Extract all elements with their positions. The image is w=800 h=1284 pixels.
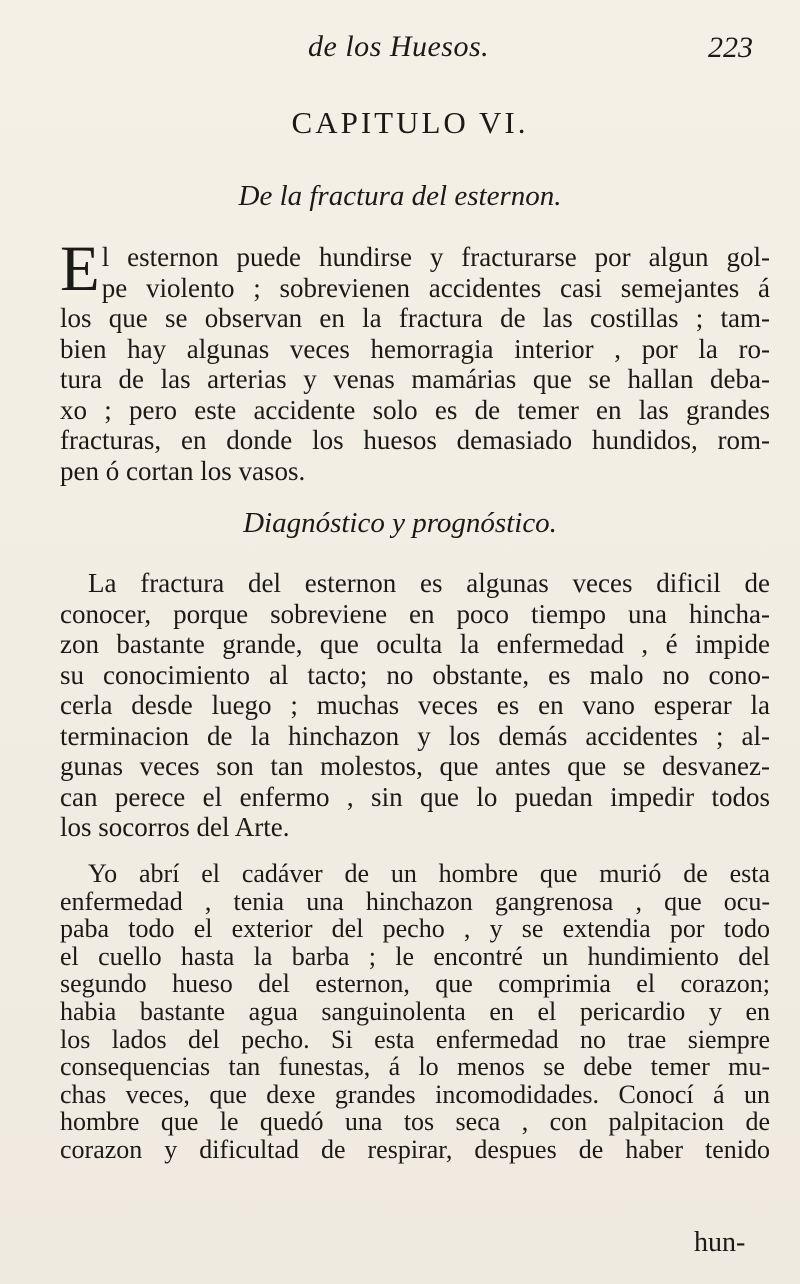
paragraph-line: zon bastante grande, que oculta la enfermedad , é impide [60,629,770,659]
paragraph-line: su conocimiento al tacto; no obstante, es malo no cono- [60,659,770,690]
paragraph-diagnosis [60,568,770,843]
chapter-title: CAPITULO VI. [291,105,529,140]
page-number: 223 [708,31,753,64]
paragraph-line: terminacion de la hinchazon y los demás accidentes ; al- [60,720,770,751]
section-title-diagnostico: Diagnóstico y prognóstico. [243,507,557,539]
paragraph-line: paba todo el exterior del pecho , y se extendia por todo [60,914,770,944]
paragraph-line: conocer, porque sobreviene en poco tiempo una hincha- [60,598,770,629]
paragraph-line: los lados del pecho. Si esta enfermedad no trae siempre [60,1024,770,1054]
paragraph-line: enfermedad , tenia una hinchazon gangrenosa , que ocu- [60,886,770,916]
paragraph-line: fracturas, en donde los huesos demasiado hundidos, rom- [60,425,770,455]
paragraph-line: xo ; pero este accidente solo es de temer en las grandes [60,394,770,425]
paragraph-line: pe violento ; sobrevienen accidentes casi semejantes á [101,272,770,303]
drop-cap-letter: E [60,233,100,305]
paragraph-line: l esternon puede hundirse y fracturarse por algun gol- [101,242,770,272]
paragraph-line: Yo abrí el cadáver de un hombre que murió de esta [88,859,770,888]
paragraph-fracture-description [60,233,770,486]
paragraph-line: gunas veces son tan molestos, que antes que se desvanez- [60,751,770,781]
paragraph-line: corazon y dificultad de respirar, despues de haber tenido [60,1134,770,1164]
running-header [0,30,800,70]
running-title: de los Huesos. [308,30,490,63]
paragraph-line: consequencias tan funestas, á lo menos se debe temer mu- [60,1052,770,1082]
paragraph-line: La fractura del esternon es algunas veces dificil de [88,568,770,598]
chapter-subtitle: De la fractura del esternon. [238,180,562,212]
paragraph-line: hombre que le quedó una tos seca , con palpitacion de [60,1107,770,1137]
paragraph-line: habia bastante agua sanguinolenta en el pericardio y en [60,996,770,1026]
paragraph-line: cerla desde luego ; muchas veces es en vano esperar la [60,690,770,720]
paragraph-line: pen ó cortan los vasos. [60,455,306,486]
paragraph-case-report [60,860,770,1164]
paragraph-line: bien hay algunas veces hemorragia interior , por la ro- [60,333,770,364]
paragraph-line: tura de las arterias y venas mamárias que se hallan deba- [60,364,770,394]
paragraph-line: el cuello hasta la barba ; le encontré un hundimiento del [60,941,770,971]
paragraph-line: can perece el enfermo , sin que lo puedan impedir todos [60,781,770,812]
catchword: hun- [694,1227,746,1258]
paragraph-line: los que se observan en la fractura de las costillas ; tam- [60,303,770,333]
paragraph-line: los socorros del Arte. [60,812,290,842]
paragraph-line: chas veces, que dexe grandes incomodidades. Conocí á un [60,1079,770,1109]
paragraph-line: segundo hueso del esternon, que comprimia el corazon; [60,969,770,999]
